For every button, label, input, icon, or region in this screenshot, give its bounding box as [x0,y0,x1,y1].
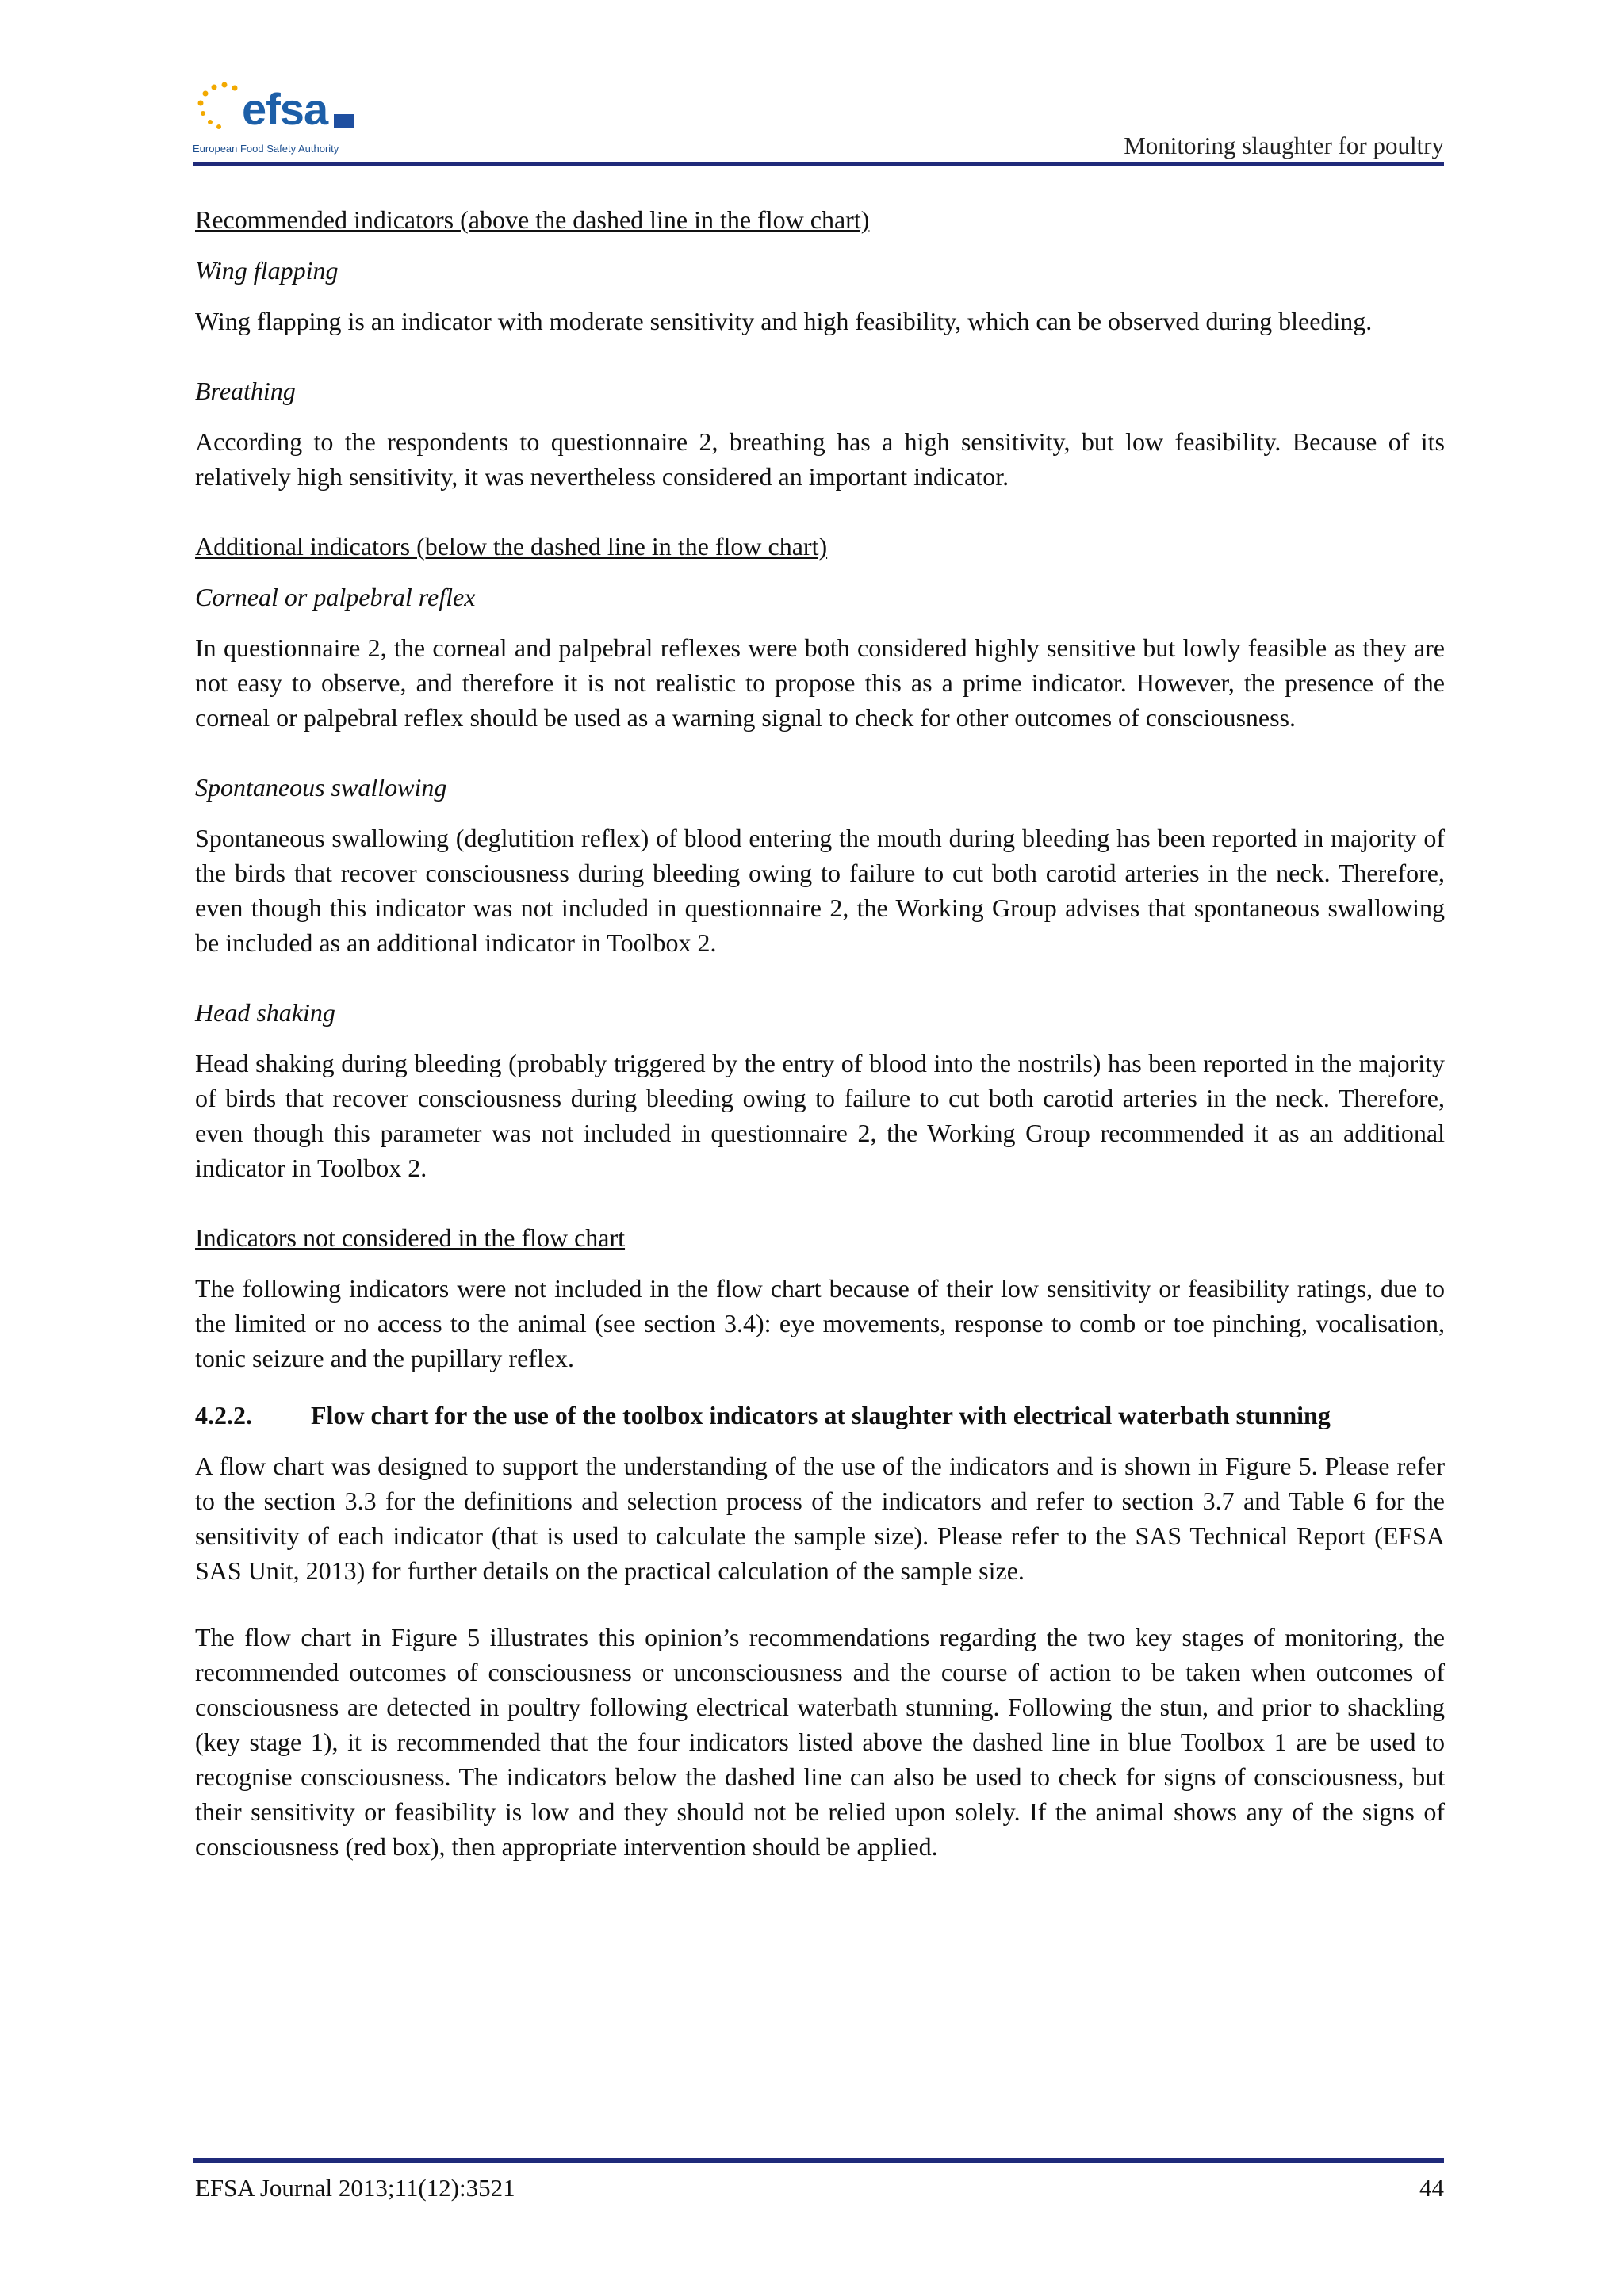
eu-flag-icon [334,114,354,128]
section-heading [195,1398,1445,1433]
paragraph-wing-flapping: Wing flapping is an indicator with moderate sensitivity and high feasibility, which can be observed during bleeding. [195,307,1373,335]
subheading-recommended: Recommended indicators (above the dashed line in the flow chart) [195,205,870,234]
logo-wordmark: efsa [242,84,328,134]
paragraph-head-shaking: Head shaking during bleeding (probably triggered by the entry of blood into the nostrils) has been reported in the majority of birds that recover consciousness during bleeding owing to failure to cut both carotid arteries in the neck. Therefore, even though this parameter was not included in questionnaire 2, the Working Group recommended it as an additional indicator in Toolbox 2. [195,1049,1445,1182]
page-number: 44 [1419,2174,1444,2202]
indicator-title-breathing: Breathing [195,377,296,405]
header-rule [193,162,1444,166]
page-body [195,202,1445,1864]
paragraph-corneal: In questionnaire 2, the corneal and palpebral reflexes were both considered highly sensitive but lowly feasible as they are not easy to observe, and therefore it is not realistic to propose this as a prime indicator. However, the presence of the corneal or palpebral reflex should be used as a warning signal to check for other outcomes of consciousness. [195,633,1445,732]
indicator-title-corneal: Corneal or palpebral reflex [195,583,476,611]
paragraph-not-considered: The following indicators were not included in the flow chart because of their low sensitivity or feasibility ratings, due to the limited or no access to the animal (see section 3.4): eye movements, response to comb or toe pinching, vocalisation, tonic seizure and the pupillary reflex. [195,1274,1445,1372]
efsa-logo [193,79,383,159]
paragraph-swallowing: Spontaneous swallowing (deglutition reflex) of blood entering the mouth during bleeding has been reported in majority of the birds that recover consciousness during bleeding owing to failure to cut both carotid arteries in the neck. Therefore, even though this indicator was not included in questionnaire 2, the Working Group advises that spontaneous swallowing be included as an additional indicator in Toolbox 2. [195,824,1445,957]
footer-rule [193,2158,1444,2163]
indicator-title-swallowing: Spontaneous swallowing [195,773,447,802]
indicator-title-wing-flapping: Wing flapping [195,256,339,285]
logo-stars-icon [193,79,248,135]
paragraph-flowchart-detail: The flow chart in Figure 5 illustrates this opinion’s recommendations regarding the two key stages of monitoring, the recommended outcomes of consciousness or unconsciousness and the course of action to be taken when outcomes of consciousness are detected in poultry following electrical waterbath stunning. Following the stun, and prior to shackling (key stage 1), it is recommended that the four indicators listed above the dashed line in blue Toolbox 1 are be used to recognise consciousness. The indicators below the dashed line can also be used to check for signs of consciousness, but their sensitivity or feasibility is low and they should not be relied upon solely. If the animal shows any of the signs of consciousness (red box), then appropriate intervention should be applied. [195,1623,1445,1861]
footer-journal: EFSA Journal 2013;11(12):3521 [195,2174,515,2202]
logo-subtitle: European Food Safety Authority [193,143,339,155]
indicator-title-head-shaking: Head shaking [195,998,335,1027]
section-number: 4.2.2. [195,1401,252,1429]
subheading-additional: Additional indicators (below the dashed line in the flow chart) [195,532,828,561]
running-header: Monitoring slaughter for poultry [1124,132,1444,159]
subheading-not-considered: Indicators not considered in the flow chart [195,1223,626,1252]
section-title: Flow chart for the use of the toolbox indicators at slaughter with electrical waterbath stunning [311,1401,1331,1429]
paragraph-flowchart-intro: A flow chart was designed to support the understanding of the use of the indicators and is shown in Figure 5. Please refer to the section 3.3 for the definitions and selection process of the indicators and refer to section 3.7 and Table 6 for the sensitivity of each indicator (that is used to calculate the sample size). Please refer to the SAS Technical Report (EFSA SAS Unit, 2013) for further details on the practical calculation of the sample size. [195,1452,1445,1585]
paragraph-breathing: According to the respondents to questionnaire 2, breathing has a high sensitivity, but low feasibility. Because of its relatively high sensitivity, it was nevertheless considered an important indicator. [195,427,1445,491]
